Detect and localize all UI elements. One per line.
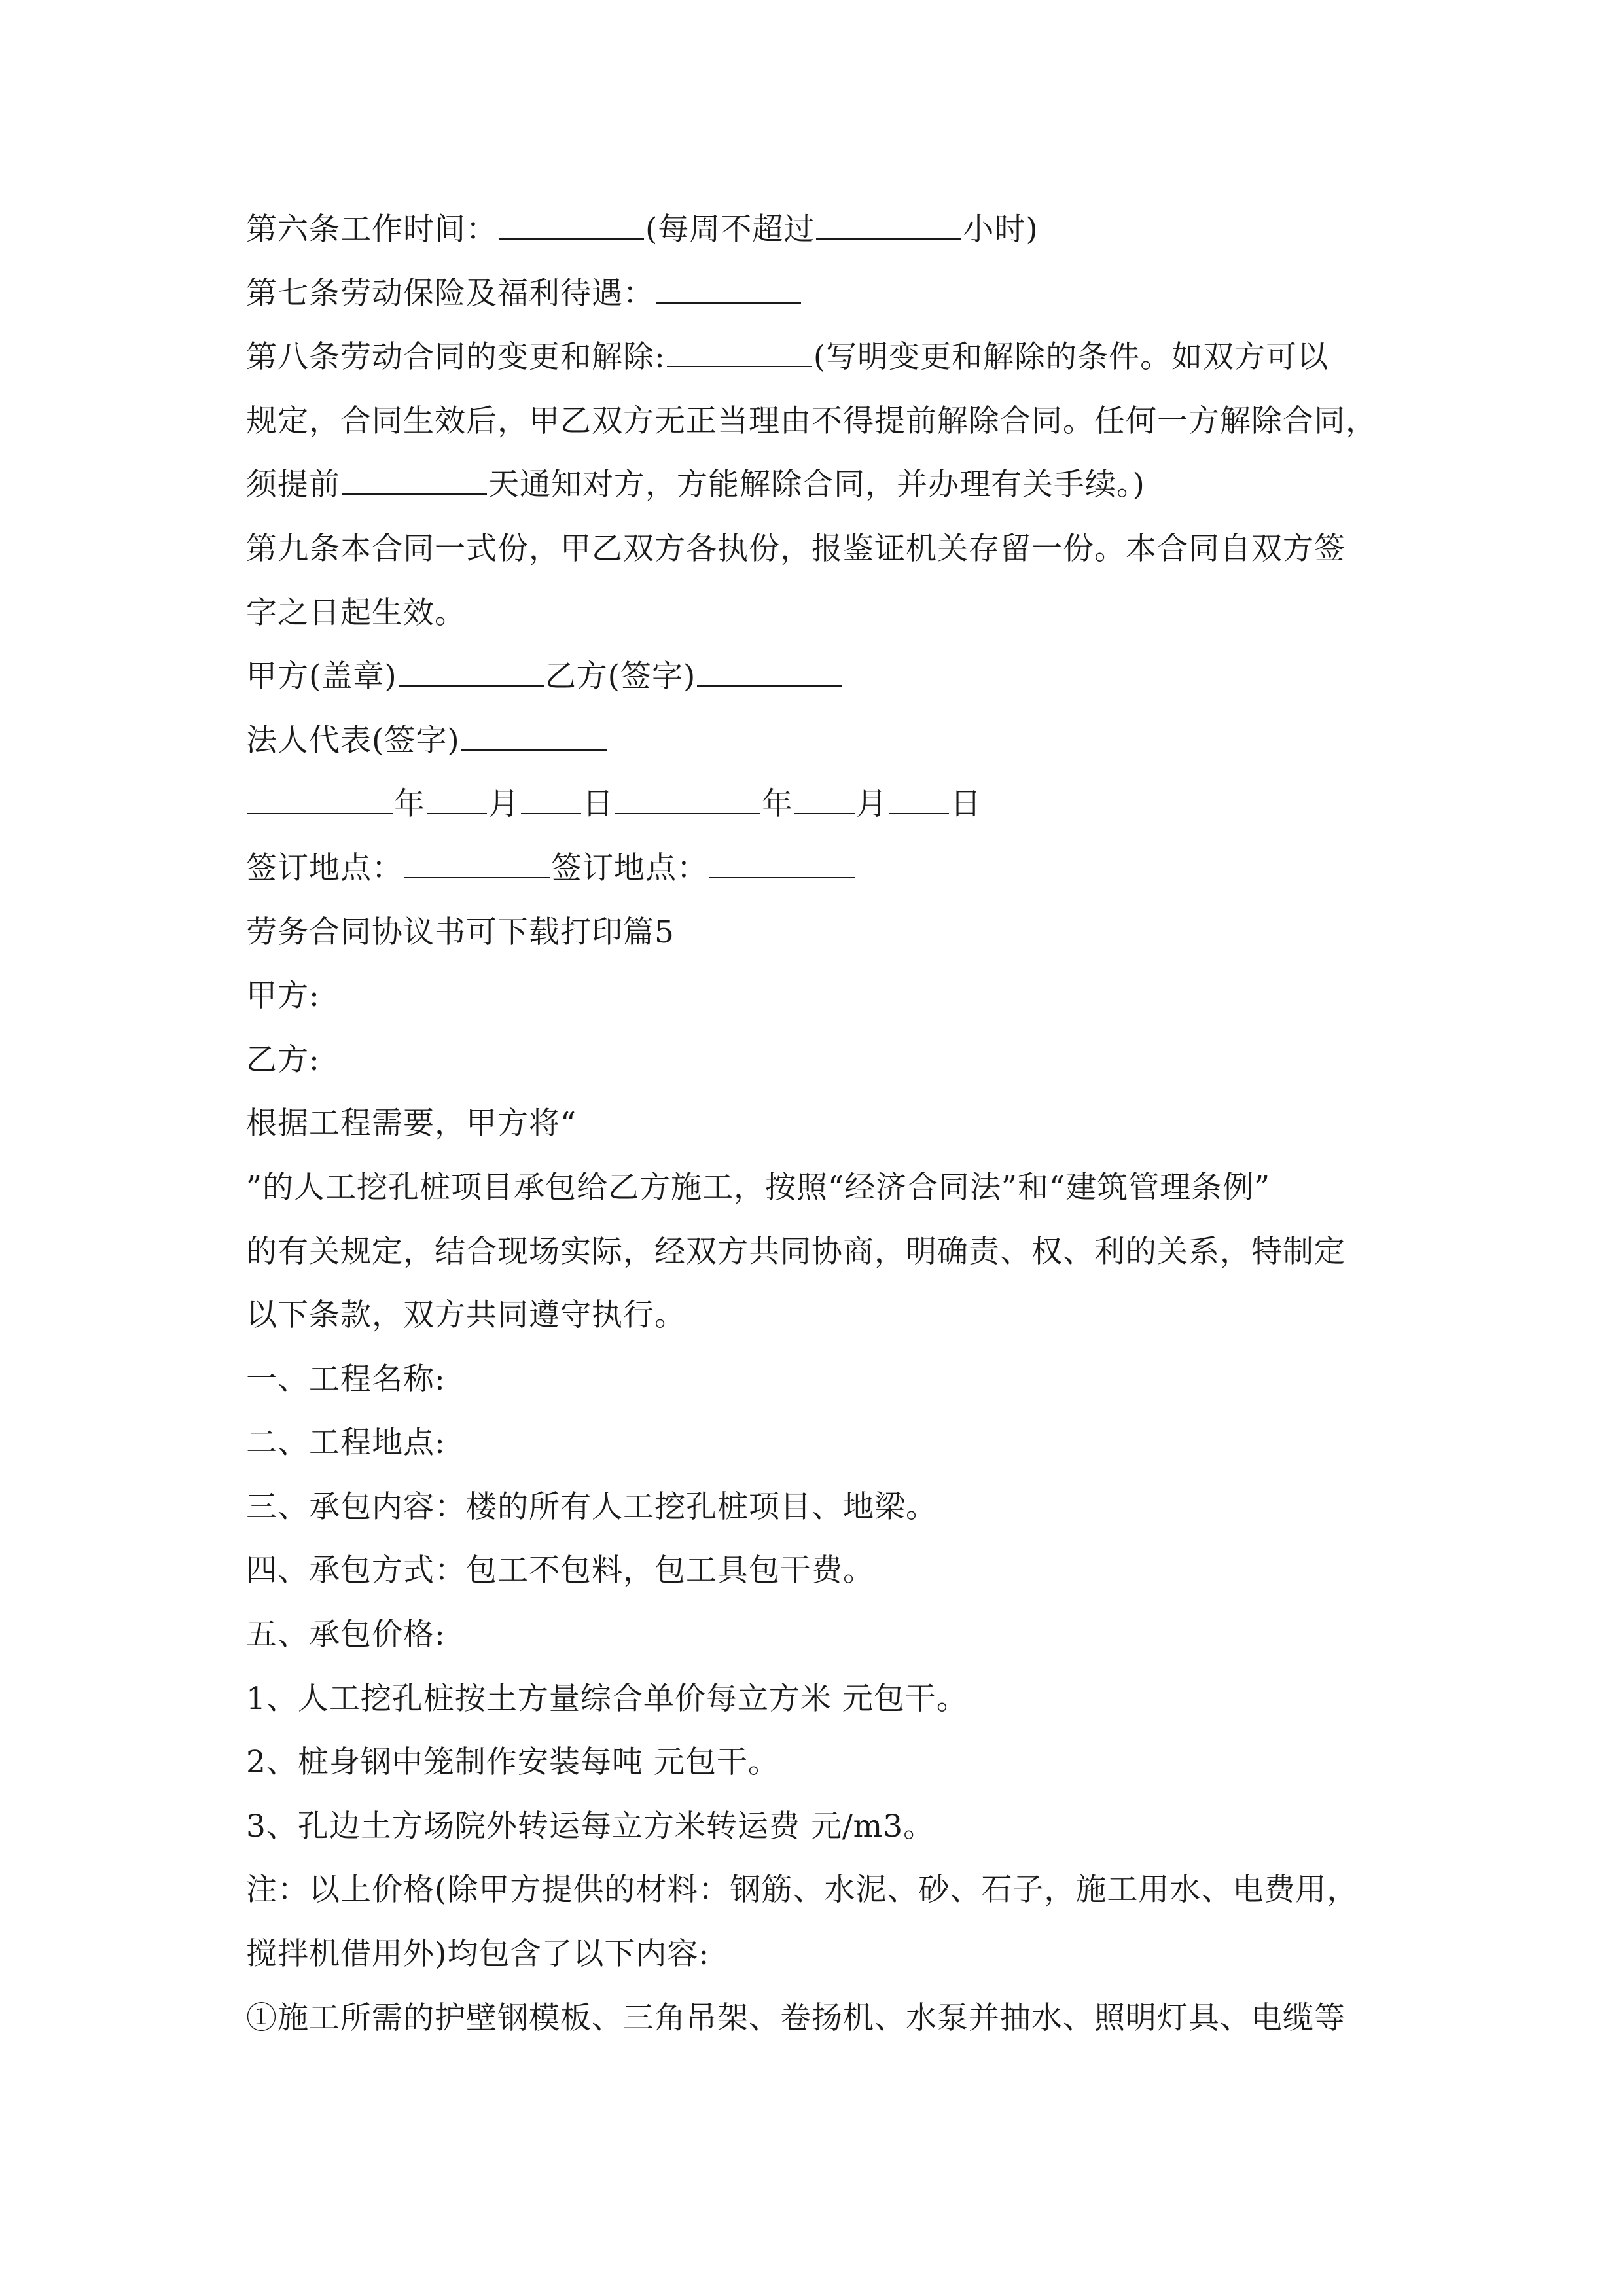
article-8-text-3-post: 天通知对方，方能解除合同，并办理有关手续。) [488,467,1145,503]
party-a-line [246,964,1385,1028]
legal-rep-blank [461,724,607,751]
article-8-text-3-pre: 须提前 [246,467,340,503]
article-9-text-2: 字之日起生效。 [246,594,466,631]
month-label: 月 [856,786,887,823]
year-label: 年 [762,786,793,823]
clause-project-name [246,1348,1385,1412]
party-b-line [246,1028,1385,1092]
article-6-hours-suffix: 小时) [963,211,1039,247]
party-b-month-blank [794,788,855,815]
intro-line-3 [246,1220,1385,1284]
intro-line-1 [246,1092,1385,1156]
article-7-label: 第七条劳动保险及福利待遇： [246,275,654,312]
article-6-line [246,198,1385,262]
price-item-3 [246,1795,1385,1859]
insurance-blank [656,277,801,304]
article-8-text-1: (写明变更和解除的条件。如双方可以 [813,339,1329,376]
note-line-2 [246,1922,1385,1986]
article-8-line-2 [246,389,1385,454]
intro-line-2 [246,1156,1385,1220]
article-6-label: 第六条工作时间： [246,211,497,247]
content-text-1: ①施工所需的护壁钢模板、三角吊架、卷扬机、水泵并抽水、照明灯具、电缆等 [246,2000,1346,2036]
weekly-hours-blank [816,213,961,240]
note-text-1: 注：以上价格(除甲方提供的材料：钢筋、水泥、砂、石子，施工用水、电费用， [246,1872,1359,1909]
year-label: 年 [394,786,425,823]
party-b-sign-blank [697,660,842,687]
party-b-label: 乙方: [246,1041,320,1078]
price-text: 3、孔边土方场院外转运每立方米转运费 元/m3。 [246,1808,935,1844]
party-b-place-blank [709,852,855,878]
day-label: 日 [582,786,614,823]
party-b-day-blank [889,788,949,815]
intro-text-3: 的有关规定，结合现场实际，经双方共同协商，明确责、权、利的关系，特制定 [246,1233,1346,1270]
article-9-line-2 [246,581,1385,645]
signing-place-label: 签订地点： [551,850,708,886]
party-b-year-blank [615,788,760,815]
price-text: 1、人工挖孔桩按土方量综合单价每立方米 元包干。 [246,1680,968,1717]
article-6-weekly-label: (每周不超过 [645,211,815,247]
note-line-1 [246,1858,1385,1922]
article-9-text-1: 第九条本合同一式份，甲乙双方各执份，报鉴证机关存留一份。本合同自双方签 [246,530,1346,567]
article-8-line-3 [246,453,1385,517]
section-title-text: 劳务合同协议书可下载打印篇5 [246,914,675,950]
party-a-year-blank [247,788,393,815]
legal-rep-line [246,709,1385,773]
article-9-line-1 [246,517,1385,581]
clause-text: 五、承包价格: [246,1617,446,1653]
notice-days-blank [342,469,487,495]
article-8-line-1 [246,325,1385,389]
clause-text: 四、承包方式：包工不包料，包工具包干费。 [246,1552,874,1589]
note-text-2: 搅拌机借用外)均包含了以下内容: [246,1936,710,1973]
work-hours-blank [499,213,644,240]
clause-text: 三、承包内容：楼的所有人工挖孔桩项目、地梁。 [246,1488,937,1525]
month-label: 月 [488,786,520,823]
signing-place-label: 签订地点： [246,850,403,886]
document-body [246,198,1385,2050]
party-a-day-blank [521,788,581,815]
article-8-label: 第八条劳动合同的变更和解除: [246,339,666,376]
intro-text-1: 根据工程需要，甲方将“ [246,1105,577,1142]
party-a-month-blank [427,788,487,815]
intro-line-4 [246,1283,1385,1348]
clause-contract-method [246,1539,1385,1603]
contract-change-blank [667,341,812,368]
clause-project-location [246,1411,1385,1475]
party-a-place-blank [404,852,550,878]
clause-text: 一、工程名称: [246,1361,446,1397]
content-item-1 [246,1986,1385,2051]
price-item-1 [246,1667,1385,1731]
signature-parties-line [246,645,1385,709]
party-a-seal-label: 甲方(盖章) [246,658,397,695]
legal-rep-label: 法人代表(签字) [246,722,460,759]
price-item-2 [246,1731,1385,1795]
section-title [246,901,1385,965]
signing-place-line [246,836,1385,901]
day-label: 日 [950,786,982,823]
party-a-seal-blank [399,660,544,687]
intro-text-4: 以下条款，双方共同遵守执行。 [246,1297,686,1334]
article-7-line [246,262,1385,326]
date-line [246,772,1385,836]
party-b-sign-label: 乙方(签字) [544,658,696,695]
clause-text: 二、工程地点: [246,1425,446,1462]
clause-contract-price [246,1603,1385,1667]
intro-text-2: ”的人工挖孔桩项目承包给乙方施工，按照“经济合同法”和“建筑管理条例” [246,1169,1271,1206]
party-a-label: 甲方: [246,978,320,1014]
article-8-text-2: 规定，合同生效后，甲乙双方无正当理由不得提前解除合同。任何一方解除合同， [246,403,1377,439]
clause-contract-scope [246,1475,1385,1539]
price-text: 2、桩身钢中笼制作安装每吨 元包干。 [246,1744,779,1781]
